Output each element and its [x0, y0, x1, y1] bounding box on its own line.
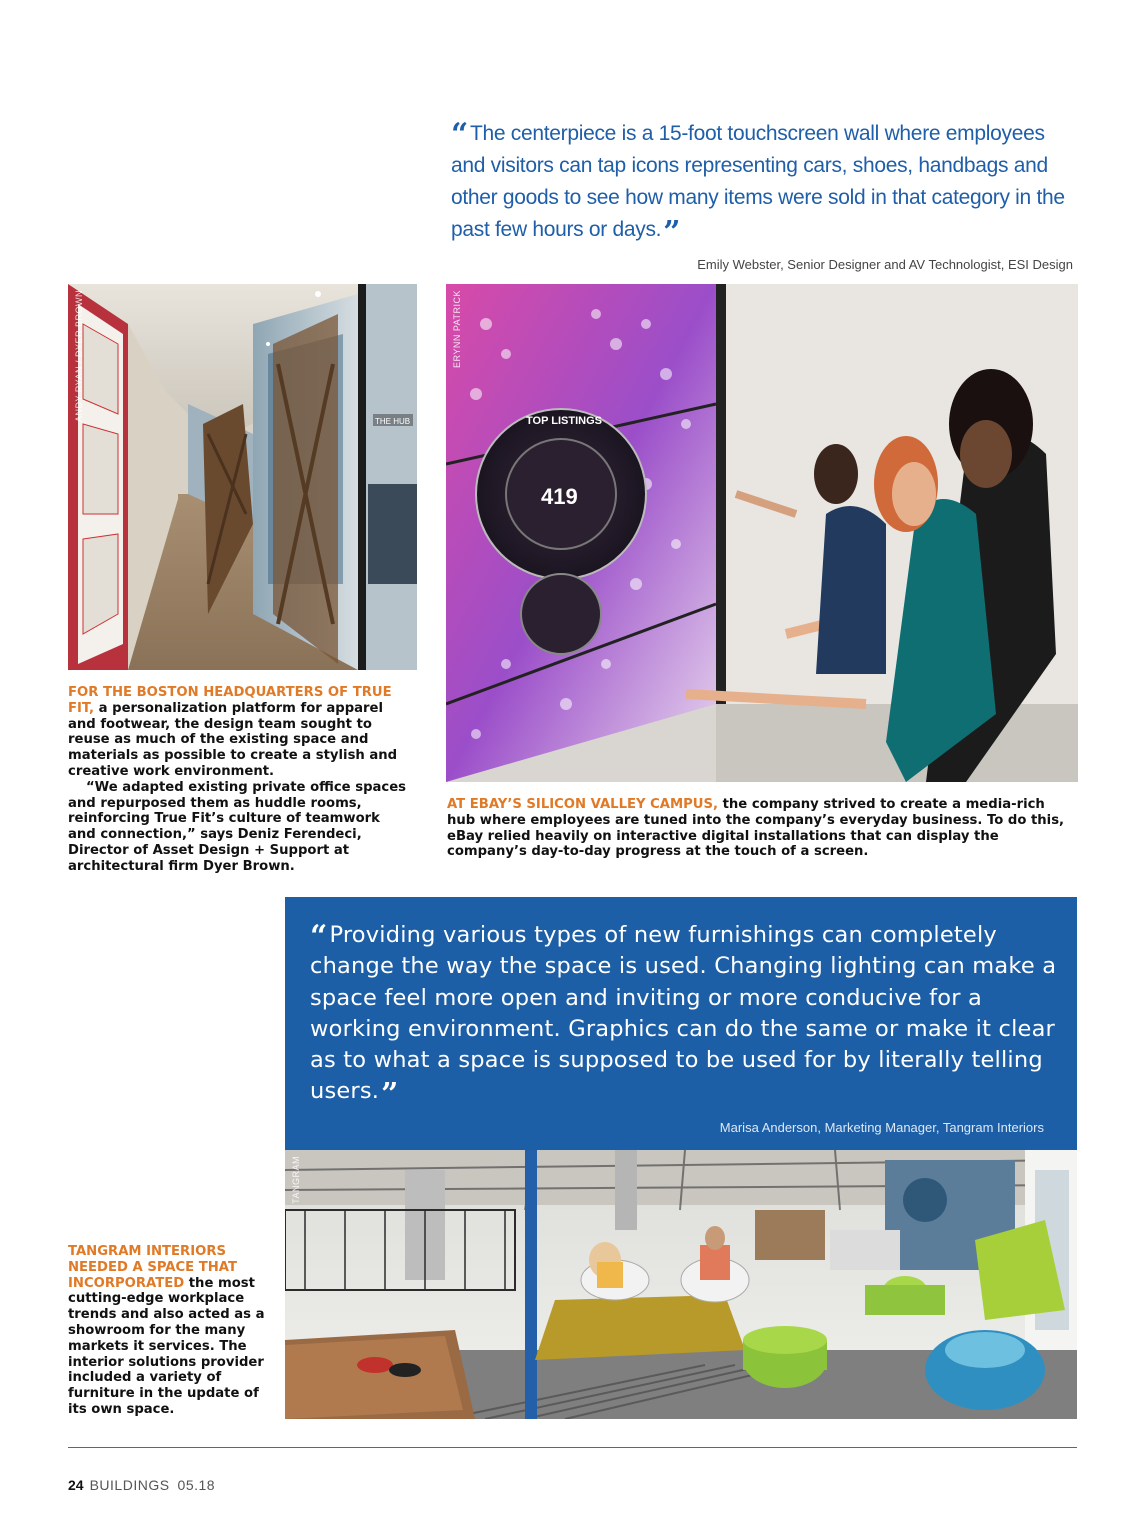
photo-ebay-touchscreen — [446, 284, 1078, 782]
close-quote-mark-blue: ” — [381, 1077, 399, 1113]
pull-quote-blue-attribution: Marisa Anderson, Marketing Manager, Tangram Interiors — [719, 1120, 1044, 1135]
caption-boston-quote: “We adapted existing private office spaces and repurposed them as huddle rooms, reinforcing True Fit’s culture of teamwork and connection,” says Deniz Ferendeci, Director of Asset Design + Support at architectural firm Dyer Brown. — [68, 779, 407, 874]
photo-tangram-showroom — [285, 1150, 1077, 1419]
caption-tangram-lead: TANGRAM INTERIORS NEEDED A SPACE THAT INCORPORATED — [68, 1244, 237, 1291]
caption-boston — [68, 685, 408, 875]
photo-credit-boston: ANDY RYAN / DYER BROWN — [74, 290, 84, 423]
caption-ebay — [447, 797, 1077, 860]
caption-tangram-body: the most cutting-edge workplace trends and also acted as a showroom for the many markets it services. The interior solutions provider included a variety of furniture in the update of its own space. — [68, 1275, 265, 1417]
hallway-illustration — [68, 284, 417, 670]
caption-tangram — [68, 1244, 273, 1418]
hub-sign: THE HUB — [375, 417, 411, 426]
pull-quote-text: The centerpiece is a 15-foot touchscreen wall where employees and visitors can tap icons representing cars, shoes, handbags and other goods to see how many items were sold in that category in the past few hours or days. — [451, 122, 1065, 241]
pull-quote-top — [451, 117, 1081, 250]
pull-quote-attribution: Emily Webster, Senior Designer and AV Technologist, ESI Design — [697, 257, 1073, 272]
issue-date: 05.18 — [177, 1477, 216, 1493]
open-quote-mark: “ — [451, 117, 468, 152]
caption-ebay-body: the company strived to create a media-rich hub where employees are tuned into the company’s everyday business. To do this, eBay relied heavily on interactive digital installations that can display the company’s day-to-day progress at the touch of a screen. — [447, 797, 1065, 860]
page-number: 24 — [68, 1477, 84, 1493]
touchscreen-illustration — [446, 284, 1078, 782]
caption-ebay-lead: AT EBAY’S SILICON VALLEY CAMPUS, — [447, 797, 719, 812]
pull-quote-blue — [310, 919, 1060, 1113]
screen-number: 419 — [541, 484, 578, 509]
photo-credit-ebay: ERYNN PATRICK — [452, 290, 462, 369]
page-footer — [68, 1477, 223, 1493]
caption-boston-body: a personalization platform for apparel and footwear, the design team sought to reuse as much of the existing space and materials as possible to create a stylish and creative work environment. — [68, 700, 398, 779]
showroom-illustration — [285, 1150, 1077, 1419]
open-quote-mark-blue: “ — [310, 919, 328, 954]
photo-boston-hallway — [68, 284, 417, 670]
screen-title: TOP LISTINGS — [526, 415, 602, 427]
magazine-name: BUILDINGS — [89, 1477, 170, 1493]
photo-credit-tangram: TANGRAM — [291, 1156, 301, 1204]
caption-boston-lead: FOR THE BOSTON HEADQUARTERS OF TRUE FIT, — [68, 685, 392, 716]
footer-rule — [68, 1447, 1077, 1448]
pull-quote-blue-text: Providing various types of new furnishings can completely change the way the space is used. Changing lighting can make a space feel more open and inviting or more conducive for a working environment. Graphics can do the same or make it clear as to what a space is supposed to be used for by literally telling users. — [310, 922, 1057, 1105]
close-quote-mark: ” — [663, 215, 681, 250]
